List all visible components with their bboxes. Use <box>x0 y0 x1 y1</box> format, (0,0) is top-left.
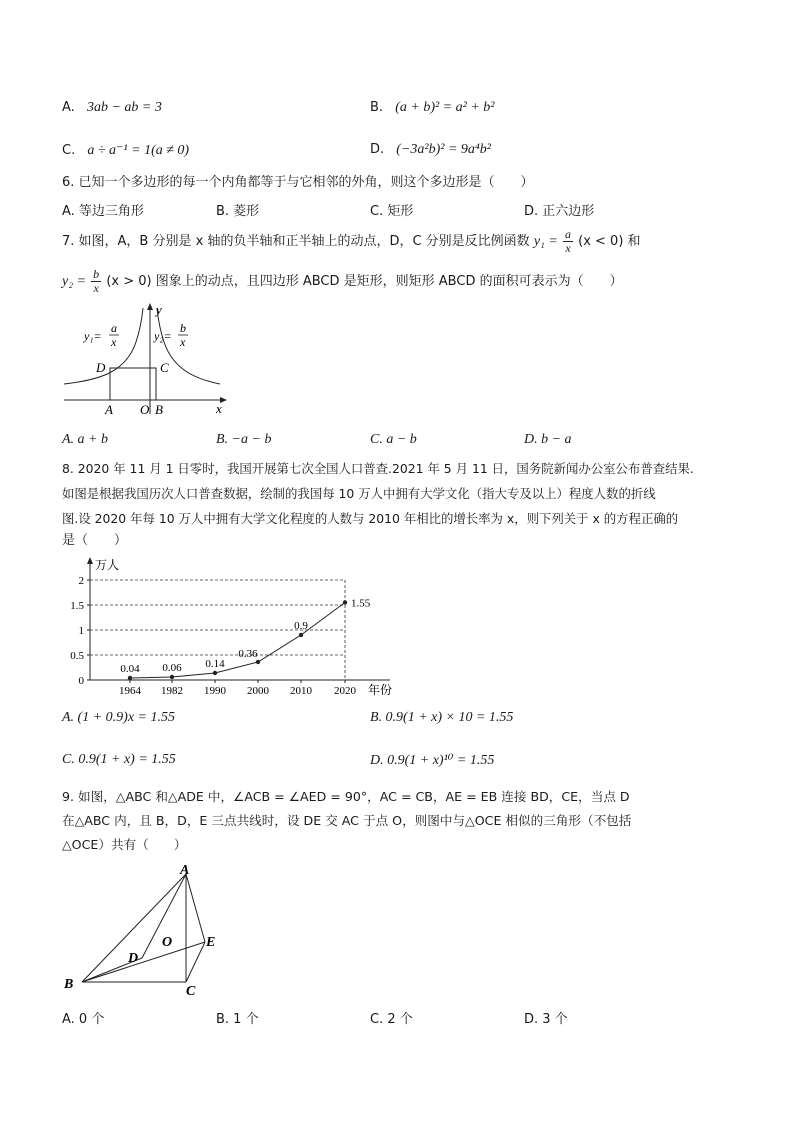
q7-stem-b: (x > 0) 图象上的动点，且四边形 ABCD 是矩形，则矩形 ABCD 的面积可表示为（ ） <box>106 274 623 289</box>
q7-label-o: O <box>140 402 150 417</box>
q8-option-c <box>62 752 176 768</box>
q7-label-c: C <box>160 360 169 375</box>
q8-line3: 图.设 2020 年每 10 万人中拥有大学文化程度的人数与 2010 年相比的增长率为 x，则下列关于 x 的方程正确的 <box>62 511 679 526</box>
chart-x-tick-label: 1982 <box>161 685 183 697</box>
q7-label-y2: y₂= <box>154 329 172 343</box>
q7-rectangle-abcd <box>110 368 156 400</box>
q8-line4: 是（ ） <box>62 533 128 548</box>
q7-label-y: y <box>156 302 162 317</box>
q7-label-x: x <box>216 401 222 416</box>
q9-label-b: B <box>64 977 74 992</box>
chart-data-label: 0.9 <box>294 620 308 632</box>
chart-data-point <box>343 600 347 604</box>
q7-label-x2: x <box>180 335 186 349</box>
chart-y-tick-label: 0 <box>78 675 84 687</box>
q9-line3: △OCE）共有（ ） <box>62 837 187 852</box>
q7-label-b: b <box>180 321 186 335</box>
q5-option-a <box>62 100 162 116</box>
q9-label-a: A <box>180 863 190 878</box>
chart-data-label: 1.55 <box>351 597 371 610</box>
chart-data-point <box>170 675 174 679</box>
q6-option-c: C. 矩形 <box>370 204 414 219</box>
chart-x-tick-label: 2010 <box>290 685 312 697</box>
q7-label-a-point: A <box>105 402 113 417</box>
q9-option-a: A. 0 个 <box>62 1012 105 1027</box>
q9-option-d: D. 3 个 <box>524 1012 568 1027</box>
chart-x-tick-label: 2000 <box>247 685 269 697</box>
q7-option-b <box>216 432 271 448</box>
q7-frac1 <box>563 228 573 255</box>
chart-data-point <box>299 633 303 637</box>
q9-label-d: D <box>128 951 139 966</box>
q9-label-o: O <box>162 935 173 950</box>
chart-y-axis-arrow <box>87 557 93 564</box>
q7-y1: y₁ = <box>533 234 558 249</box>
chart-y-tick-label: 1 <box>78 625 84 637</box>
chart-data-label: 0.36 <box>238 648 258 660</box>
q7-label-b-point: B <box>155 402 163 417</box>
q9-option-c: C. 2 个 <box>370 1012 413 1027</box>
q9-label-c: C <box>186 984 196 997</box>
q7-option-c-text: C. a − b <box>370 432 417 447</box>
chart-x-axis-label: 年份 <box>368 683 393 697</box>
chart-data-label: 0.06 <box>162 662 182 674</box>
q5-option-a-expr: 3ab − ab = 3 <box>86 100 162 115</box>
chart-data-point <box>128 676 132 680</box>
q7-option-c <box>370 432 417 448</box>
q8-option-a-text: A. (1 + 0.9)x = 1.55 <box>62 710 175 725</box>
q5-option-c-expr: a ÷ a⁻¹ = 1(a ≠ 0) <box>87 143 190 158</box>
q7-stem-line1 <box>62 228 641 255</box>
q8-option-b-text: B. 0.9(1 + x) × 10 = 1.55 <box>370 710 514 725</box>
q7-figure <box>60 302 235 422</box>
q8-option-a <box>62 710 175 726</box>
chart-data-point <box>213 671 217 675</box>
q7-stem-a: 7. 如图，A，B 分别是 x 轴的负半轴和正半轴上的动点，D，C 分别是反比例函数 <box>62 234 530 249</box>
chart-data-label: 0.14 <box>205 658 225 670</box>
q7-option-d <box>524 432 572 448</box>
q5-option-c-label: C. <box>62 143 76 158</box>
q5-option-b-expr: (a + b)² = a² + b² <box>395 100 495 115</box>
q7-y-axis-arrow <box>147 303 153 310</box>
q7-option-d-text: D. b − a <box>524 432 572 447</box>
q7-option-a <box>62 432 108 448</box>
q7-option-b-text: B. −a − b <box>216 432 272 447</box>
q8-option-b <box>370 710 513 726</box>
q6-option-b: B. 菱形 <box>216 204 260 219</box>
q8-line-chart <box>60 555 410 700</box>
q5-option-b <box>370 100 494 116</box>
q9-segment-ce <box>186 942 205 982</box>
q7-y2: y₂ = <box>62 274 87 289</box>
q9-segment-be <box>82 942 205 982</box>
q7-label-x1: x <box>111 335 117 349</box>
q5-option-b-label: B. <box>370 100 384 115</box>
q8-option-d <box>370 752 494 769</box>
q7-label-a: a <box>111 321 117 335</box>
chart-y-tick-label: 0.5 <box>70 650 84 662</box>
q9-line1: 9. 如图，△ABC 和△ADE 中，∠ACB = ∠AED = 90°，AC = CB，AE = EB 连接 BD，CE，当点 D <box>62 789 630 804</box>
q8-line1: 8. 2020 年 11 月 1 日零时，我国开展第七次全国人口普查.2021 年 5 月 11 日，国务院新闻办公室公布普查结果. <box>62 461 694 476</box>
q7-label-d: D <box>96 360 106 375</box>
q7-option-a-text: A. a + b <box>62 432 108 447</box>
q9-line2: 在△ABC 内，且 B，D，E 三点共线时，设 DE 交 AC 于点 O，则图中与△OCE 相似的三角形（不包括 <box>62 813 632 828</box>
q5-option-a-label: A. <box>62 100 75 115</box>
q5-option-d-label: D. <box>370 142 385 157</box>
chart-x-tick-label: 1964 <box>119 685 141 697</box>
q7-frac1-den: x <box>565 241 571 255</box>
chart-y-tick-label: 2 <box>78 575 84 587</box>
q5-option-d <box>370 142 491 158</box>
q7-stem-line2 <box>62 268 623 295</box>
q6-option-a: A. 等边三角形 <box>62 204 144 219</box>
q7-label-y1: y₁= <box>84 329 102 343</box>
q6-option-d: D. 正六边形 <box>524 204 595 219</box>
q9-figure <box>60 862 230 997</box>
chart-data-point <box>256 660 260 664</box>
q7-frac2-num: b <box>93 267 100 281</box>
chart-data-label: 0.04 <box>120 663 140 675</box>
q8-line2: 如图是根据我国历次人口普查数据，绘制的我国每 10 万人中拥有大学文化（指大专及以上）程度人数的折线 <box>62 486 656 501</box>
q7-frac2-den: x <box>93 281 99 295</box>
chart-y-axis-label: 万人 <box>95 558 120 572</box>
q9-option-b: B. 1 个 <box>216 1012 259 1027</box>
q6-stem: 6. 已知一个多边形的每一个内角都等于与它相邻的外角，则这个多边形是（ ） <box>62 175 534 190</box>
q9-label-e: E <box>206 935 216 950</box>
chart-x-tick-label: 1990 <box>204 685 226 697</box>
q9-segment-ae <box>186 874 205 942</box>
q7-frac1-num: a <box>564 227 571 241</box>
q7-frac2 <box>91 268 101 295</box>
q7-cond1: (x < 0) 和 <box>578 234 641 249</box>
chart-y-tick-label: 1.5 <box>70 600 84 612</box>
q8-option-c-text: C. 0.9(1 + x) = 1.55 <box>62 752 176 767</box>
q5-option-c <box>62 142 189 159</box>
q8-option-d-text: D. 0.9(1 + x)¹⁰ = 1.55 <box>370 753 495 768</box>
chart-x-tick-label: 2020 <box>334 685 356 697</box>
q5-option-d-expr: (−3a²b)² = 9a⁴b² <box>396 142 491 157</box>
